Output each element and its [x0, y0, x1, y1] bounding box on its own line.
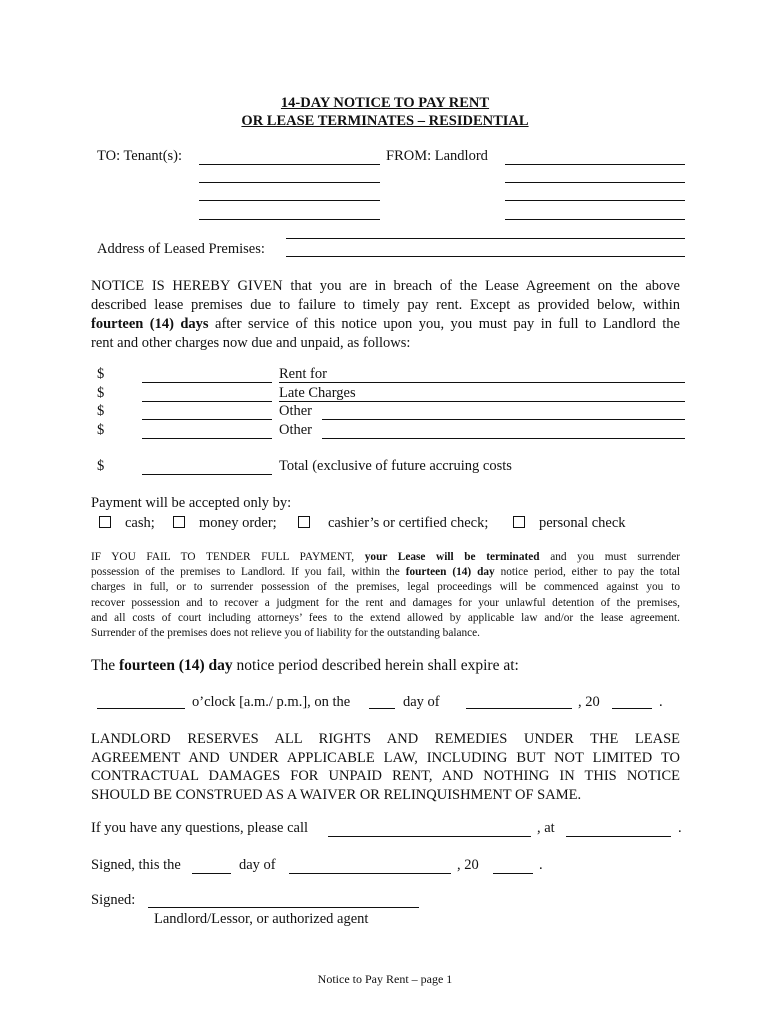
reserves-line-4: SHOULD BE CONSTRUED AS A WAIVER OR RELINQUISHMENT OF SAME.: [91, 786, 582, 803]
warning-line-5: and all costs of court including attorneys’ fees to the extend allowed by applicable law and/or the lease agreement.: [91, 611, 680, 624]
payment-intro: Payment will be accepted only by:: [91, 495, 292, 511]
tenant-field-2[interactable]: [199, 182, 380, 183]
landlord-field-2[interactable]: [505, 182, 685, 183]
warning-paragraph: [91, 550, 680, 641]
tenant-field-1[interactable]: [199, 164, 380, 165]
cashiers-check-label: cashier’s or certified check;: [328, 515, 489, 531]
other-description-field-2[interactable]: [322, 438, 685, 439]
signed-month-field[interactable]: [289, 873, 451, 874]
warning-line-1: [91, 550, 680, 565]
rent-description-field[interactable]: [279, 382, 685, 383]
questions-label: If you have any questions, please call: [91, 820, 309, 836]
reserves-paragraph: [91, 730, 680, 804]
address-field-line-2[interactable]: [286, 256, 685, 257]
late-charges-description-field[interactable]: [279, 401, 685, 402]
expire-c: notice period described herein shall expire at:: [232, 657, 519, 674]
landlord-field-4[interactable]: [505, 219, 685, 220]
total-label: Total (exclusive of future accruing costs: [279, 458, 512, 474]
expire-time-field[interactable]: [97, 708, 185, 709]
late-charges-amount-field[interactable]: [142, 401, 272, 402]
notice-line-1: NOTICE IS HEREBY GIVEN that you are in breach of the Lease Agreement on the above: [91, 278, 680, 294]
warning-notice-period: fourteen (14) day: [405, 566, 495, 579]
expire-day-field[interactable]: [369, 708, 395, 709]
from-label: FROM: Landlord: [386, 148, 488, 164]
notice-deadline: fourteen (14) days: [91, 316, 209, 332]
reserves-line-1: LANDLORD RESERVES ALL RIGHTS AND REMEDIES UNDER THE LEASE: [91, 731, 680, 747]
other-amount-field-2[interactable]: [142, 438, 272, 439]
landlord-field-1[interactable]: [505, 164, 685, 165]
warning-line-1-a: IF YOU FAIL TO TENDER FULL PAYMENT,: [91, 551, 365, 563]
reserves-line-3: CONTRACTUAL DAMAGES FOR UNPAID RENT, AND NOTHING IN THIS NOTICE: [91, 768, 680, 784]
personal-check-checkbox[interactable]: [513, 516, 525, 528]
signed-day-of-label: day of: [239, 857, 276, 873]
address-field-line-1[interactable]: [286, 238, 685, 239]
charge-label-other-1: Other: [279, 403, 313, 419]
to-label: TO: Tenant(s):: [97, 148, 183, 164]
cashiers-check-checkbox[interactable]: [298, 516, 310, 528]
currency-symbol: $: [97, 385, 105, 401]
expire-day-of-label: day of: [403, 694, 440, 710]
questions-at-label: , at: [537, 820, 555, 836]
signed-period: .: [539, 857, 543, 873]
expire-period: fourteen (14) day: [118, 657, 233, 674]
expire-year-prefix: , 20: [578, 694, 600, 710]
currency-symbol: $: [97, 458, 105, 474]
tenant-field-3[interactable]: [199, 200, 380, 201]
reserves-line-2: AGREEMENT AND UNDER APPLICABLE LAW, INCLUDING BUT NOT LIMITED TO: [91, 749, 680, 766]
page-footer: Notice to Pay Rent – page 1: [317, 972, 453, 986]
title-line-2: OR LEASE TERMINATES – RESIDENTIAL: [241, 113, 529, 129]
warning-line-1-c: and you must surrender: [539, 551, 680, 563]
total-amount-field[interactable]: [142, 474, 272, 475]
signed-label: Signed:: [91, 892, 136, 908]
warning-line-2-a: possession of the premises to Landlord. If you fail, within the: [91, 566, 406, 579]
expire-period-mark: .: [659, 694, 663, 710]
money-order-label: money order;: [199, 515, 277, 531]
signer-caption: Landlord/Lessor, or authorized agent: [154, 911, 369, 927]
title-line-1: 14-DAY NOTICE TO PAY RENT: [280, 95, 490, 111]
questions-name-field[interactable]: [328, 836, 531, 837]
signed-this-label: Signed, this the: [91, 857, 181, 873]
warning-lease-terminated: your Lease will be terminated: [364, 551, 540, 563]
currency-symbol: $: [97, 422, 105, 438]
notice-paragraph: [91, 277, 680, 353]
rent-amount-field[interactable]: [142, 382, 272, 383]
warning-line-2: [91, 565, 680, 580]
currency-symbol: $: [97, 366, 105, 382]
questions-phone-field[interactable]: [566, 836, 671, 837]
warning-line-3: charges in full, or to surrender possession of the premises, legal proceedings will be commenced against you to: [91, 581, 680, 594]
signed-year-prefix: , 20: [457, 857, 479, 873]
cash-label: cash;: [125, 515, 155, 531]
expire-statement: [91, 657, 519, 675]
warning-line-2-c: notice period, either to pay the total: [494, 566, 680, 579]
money-order-checkbox[interactable]: [173, 516, 185, 528]
charge-label-late: Late Charges: [279, 385, 356, 401]
signed-day-field[interactable]: [192, 873, 231, 874]
questions-period: .: [678, 820, 682, 836]
tenant-field-4[interactable]: [199, 219, 380, 220]
signed-year-field[interactable]: [493, 873, 533, 874]
warning-line-6: Surrender of the premises does not relieve you of liability for the outstanding balance.: [91, 627, 481, 640]
warning-line-4: recover possession and to recover a judgment for the rent and damages for your unlawful detention of the premises,: [91, 596, 680, 609]
charge-label-other-2: Other: [279, 422, 313, 438]
notice-line-3: [91, 315, 680, 334]
expire-a: The: [91, 657, 119, 674]
notice-line-2: described lease premises due to failure to timely pay rent. Except as provided below, within: [91, 297, 680, 313]
expire-year-field[interactable]: [612, 708, 652, 709]
cash-checkbox[interactable]: [99, 516, 111, 528]
notice-line-4: rent and other charges now due and unpaid, as follows:: [91, 335, 411, 351]
expire-month-field[interactable]: [466, 708, 572, 709]
landlord-field-3[interactable]: [505, 200, 685, 201]
personal-check-label: personal check: [539, 515, 626, 531]
charge-label-rent: Rent for: [279, 366, 327, 382]
oclock-label: o’clock [a.m./ p.m.], on the: [192, 694, 351, 710]
notice-line-3-rest: after service of this notice upon you, you must pay in full to Landlord the: [208, 316, 680, 332]
signature-field[interactable]: [148, 907, 419, 908]
other-description-field-1[interactable]: [322, 419, 685, 420]
currency-symbol: $: [97, 403, 105, 419]
address-label: Address of Leased Premises:: [97, 241, 265, 257]
other-amount-field-1[interactable]: [142, 419, 272, 420]
